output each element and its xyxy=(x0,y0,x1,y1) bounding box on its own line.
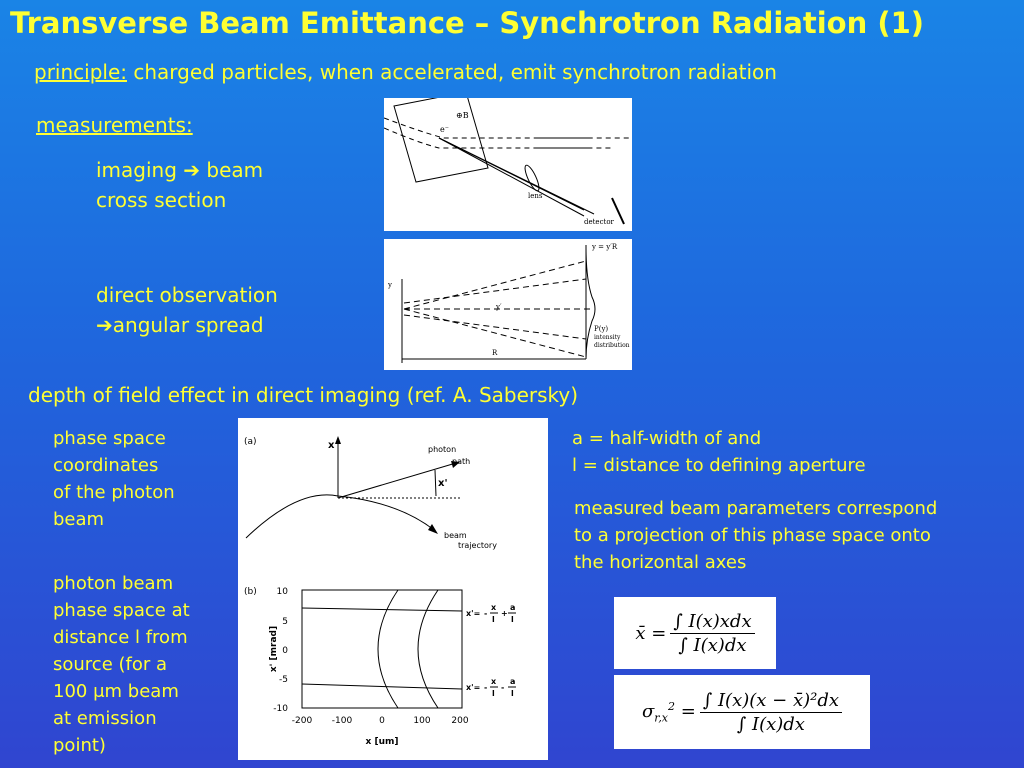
lower-eq-lhs: x'= xyxy=(466,683,481,692)
xtick-0: 0 xyxy=(379,716,385,726)
ytick-minus10: -10 xyxy=(273,704,288,714)
beam-path-upper xyxy=(384,118,632,138)
phase-line-3: of the photon xyxy=(53,482,175,503)
ytick-10: 10 xyxy=(276,587,288,597)
photon-line-4: source (for a xyxy=(53,654,168,675)
measured-line-1: measured beam parameters correspond xyxy=(574,498,938,519)
def-line-l: l = distance to defining aperture xyxy=(572,455,866,476)
imaging-line-1: imaging ➔ beam xyxy=(96,158,264,182)
y-axis-label: y xyxy=(388,281,392,289)
var-eq-sub: r,x xyxy=(654,711,669,725)
distribution-label: distribution xyxy=(594,342,630,349)
radiation-ray-1 xyxy=(439,138,584,216)
depth-of-field-heading: depth of field effect in direct imaging (ref. A. Sabersky) xyxy=(28,383,579,407)
photon-line-7: point) xyxy=(53,735,106,756)
upper-eq-minus: - xyxy=(484,609,488,618)
upper-eq-lhs: x'= xyxy=(466,609,481,618)
def-line-a: a = half-width of and xyxy=(572,428,762,449)
phase-space-text xyxy=(53,425,175,533)
lower-eq-a: a xyxy=(510,677,516,686)
magnet-outline xyxy=(394,98,488,182)
inner-arc xyxy=(378,590,398,708)
xprime-label: x' xyxy=(438,478,448,489)
b-field-label: ⊕B xyxy=(456,111,469,120)
definitions-text xyxy=(572,425,866,479)
var-eq-lhs xyxy=(642,700,696,725)
var-eq-fraction xyxy=(700,690,842,735)
intensity-label: intensity xyxy=(594,334,621,341)
measurements-label: measurements: xyxy=(36,113,193,137)
imaging-figure xyxy=(384,98,632,231)
principle-line xyxy=(34,60,777,84)
x-unit-label: x [um] xyxy=(365,737,399,747)
photon-line-1: photon beam xyxy=(53,573,174,594)
angle-label: y′ xyxy=(496,303,502,311)
mean-eq-denominator: ∫ I(x)dx xyxy=(678,634,747,656)
upper-eq-a: a xyxy=(510,603,516,612)
beam-label: beam xyxy=(444,531,467,540)
measured-params-text xyxy=(574,495,937,576)
upper-eq-l1: l xyxy=(492,615,495,624)
detector-label: detector xyxy=(584,218,614,226)
imaging-diagram xyxy=(384,98,632,231)
beam-trajectory-curve xyxy=(246,495,434,538)
upper-eq-l2: l xyxy=(511,615,514,624)
py-label: P(y) xyxy=(594,325,609,333)
slide-title: Transverse Beam Emittance – Synchrotron Radiation (1) xyxy=(10,6,925,40)
principle-text: charged particles, when accelerated, emit synchrotron radiation xyxy=(127,60,777,84)
upper-eq-x: x xyxy=(491,603,497,612)
xtick-200: 200 xyxy=(451,716,469,726)
photon-line-6: at emission xyxy=(53,708,157,729)
top-formula-label: y = y′R xyxy=(592,243,618,251)
cone-upper xyxy=(404,261,586,309)
lower-eq-l2: l xyxy=(511,689,514,698)
var-eq-equals: = xyxy=(680,700,696,722)
panel-a-label: (a) xyxy=(244,437,257,447)
xtick-100: 100 xyxy=(413,716,431,726)
variance-equation xyxy=(614,675,870,749)
direct-observation-text xyxy=(96,280,278,340)
panel-b-label: (b) xyxy=(244,587,257,597)
phase-space-figure xyxy=(238,418,548,760)
upper-aperture-line xyxy=(302,608,462,611)
direct-observation-figure xyxy=(384,239,632,370)
direct-observation-diagram xyxy=(384,239,632,370)
r-label: R xyxy=(492,349,498,357)
ytick-0: 0 xyxy=(282,646,288,656)
phase-space-diagram xyxy=(238,418,548,760)
lower-aperture-line xyxy=(302,684,462,689)
mean-eq-fraction xyxy=(670,611,754,656)
lower-eq-minus: - xyxy=(484,683,488,692)
y-unit-label: x' [mrad] xyxy=(269,625,279,673)
mean-equation xyxy=(614,597,776,669)
measured-line-2: to a projection of this phase space onto xyxy=(574,525,931,546)
imaging-text xyxy=(96,155,263,215)
photon-line-2: phase space at xyxy=(53,600,190,621)
plot-frame xyxy=(302,590,462,708)
path-label: path xyxy=(452,457,471,466)
measured-line-3: the horizontal axes xyxy=(574,552,747,573)
photon-line-3: distance l from xyxy=(53,627,188,648)
phase-line-2: coordinates xyxy=(53,455,159,476)
var-eq-sigma: σ xyxy=(641,700,655,722)
phase-line-4: beam xyxy=(53,509,105,530)
ytick-minus5: -5 xyxy=(279,675,288,685)
var-eq-sup: 2 xyxy=(668,699,676,713)
var-eq-numerator: ∫ I(x)(x − x̄)²dx xyxy=(700,690,842,713)
direct-line-2: ➔angular spread xyxy=(96,313,264,337)
phase-line-1: phase space xyxy=(53,428,166,449)
imaging-line-2: cross section xyxy=(96,188,227,212)
outer-arc xyxy=(418,590,438,708)
photon-label: photon xyxy=(428,445,457,454)
electron-label: e⁻ xyxy=(440,125,449,134)
lens-label: lens xyxy=(528,192,543,200)
photon-line-5: 100 μm beam xyxy=(53,681,179,702)
mean-eq-numerator: ∫ I(x)xdx xyxy=(670,611,754,634)
lower-eq-minus2: - xyxy=(501,683,505,692)
direct-line-1: direct observation xyxy=(96,283,278,307)
upper-eq-plus: + xyxy=(501,609,508,618)
trajectory-label: trajectory xyxy=(458,541,497,550)
lower-eq-x: x xyxy=(491,677,497,686)
xtick-minus200: -200 xyxy=(291,716,313,726)
mean-eq-lhs: x̄ = xyxy=(635,622,667,644)
lower-eq-l1: l xyxy=(492,689,495,698)
var-eq-denominator: ∫ I(x)dx xyxy=(736,713,805,735)
x-axis-label: x xyxy=(328,440,335,451)
xtick-minus100: -100 xyxy=(331,716,353,726)
ytick-5: 5 xyxy=(282,617,288,627)
photon-beam-text xyxy=(53,570,190,759)
principle-label: principle: xyxy=(34,60,127,84)
